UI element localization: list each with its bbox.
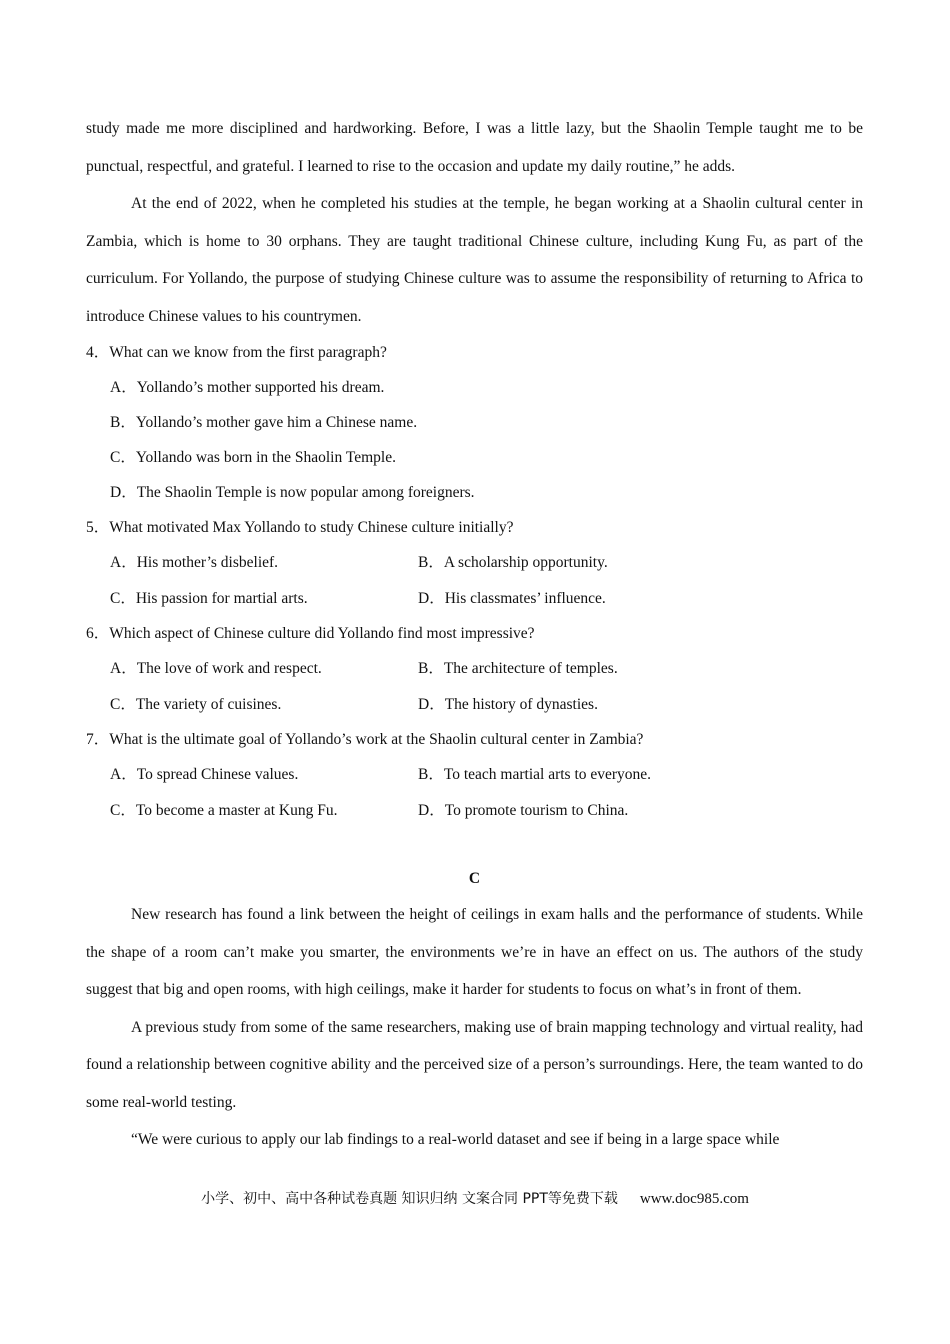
document-page xyxy=(86,110,863,1159)
option-c: C．To become a master at Kung Fu. xyxy=(110,801,338,819)
passage-c-paragraph: A previous study from some of the same researchers, making use of brain mapping technology and virtual reality, had found a relationship between cognitive ability and the perceived size of a person’s surroundings. Here, the team wanted to do some real-world testing. xyxy=(86,1018,863,1111)
option-a: A．The love of work and respect. xyxy=(110,660,322,677)
option-b: B．To teach martial arts to everyone. xyxy=(418,766,652,783)
section-heading: C xyxy=(468,870,481,887)
option-row xyxy=(86,757,863,793)
option-d: D．The history of dynasties. xyxy=(418,695,598,713)
option-b: B．The architecture of temples. xyxy=(418,660,618,677)
option-row xyxy=(86,651,863,687)
question-5 xyxy=(86,510,863,616)
option-b: B．A scholarship opportunity. xyxy=(418,554,608,571)
option-d: D．To promote tourism to China. xyxy=(418,801,629,819)
page-footer xyxy=(0,1188,950,1208)
option-c: C．Yollando was born in the Shaolin Temple. xyxy=(110,449,396,466)
question-stem: 5．What motivated Max Yollando to study Chinese culture initially? xyxy=(86,519,514,536)
option-a: A．Yollando’s mother supported his dream. xyxy=(110,379,385,396)
option-d: D．His classmates’ influence. xyxy=(418,589,606,607)
option-a: A．To spread Chinese values. xyxy=(110,766,299,783)
option-d: D．The Shaolin Temple is now popular among foreigners. xyxy=(110,484,475,501)
option-c: C．The variety of cuisines. xyxy=(110,695,282,713)
footer-text: 小学、初中、高中各种试卷真题 知识归纳 文案合同 PPT等免费下载 xyxy=(201,1191,618,1207)
question-4 xyxy=(86,335,863,510)
option-a: A．His mother’s disbelief. xyxy=(110,554,279,571)
question-stem: 7．What is the ultimate goal of Yollando’s work at the Shaolin cultural center in Zambia? xyxy=(86,731,644,748)
option-row xyxy=(86,793,863,829)
passage-b-paragraph: study made me more disciplined and hardworking. Before, I was a little lazy, but the Shaolin Temple taught me to be punctual, respectful, and grateful. I learned to rise to the occasion and update my daily routine,” he adds. xyxy=(86,120,863,175)
question-6 xyxy=(86,616,863,722)
footer-url[interactable]: www.doc985.com xyxy=(639,1191,749,1207)
question-7 xyxy=(86,722,863,828)
passage-c-paragraph: “We were curious to apply our lab findings to a real-world dataset and see if being in a large space while xyxy=(131,1131,780,1148)
question-stem: 4．What can we know from the first paragraph? xyxy=(86,344,387,361)
option-row xyxy=(86,545,863,581)
option-row xyxy=(86,687,863,723)
option-row xyxy=(86,581,863,617)
passage-c-paragraph: New research has found a link between the height of ceilings in exam halls and the performance of students. While the shape of a room can’t make you smarter, the environments we’re in have an effect on us. The authors of the study suggest that big and open rooms, with high ceilings, make it harder for students to focus on what’s in front of them. xyxy=(86,906,863,998)
question-stem: 6．Which aspect of Chinese culture did Yollando find most impressive? xyxy=(86,625,535,642)
option-b: B．Yollando’s mother gave him a Chinese name. xyxy=(110,414,418,431)
passage-b-paragraph: At the end of 2022, when he completed his studies at the temple, he began working at a Shaolin cultural center in Zambia, which is home to 30 orphans. They are taught traditional Chinese culture, including Kung Fu, as part of the curriculum. For Yollando, the purpose of studying Chinese culture was to assume the responsibility of returning to Africa to introduce Chinese values to his countrymen. xyxy=(86,195,863,325)
option-c: C．His passion for martial arts. xyxy=(110,589,308,607)
